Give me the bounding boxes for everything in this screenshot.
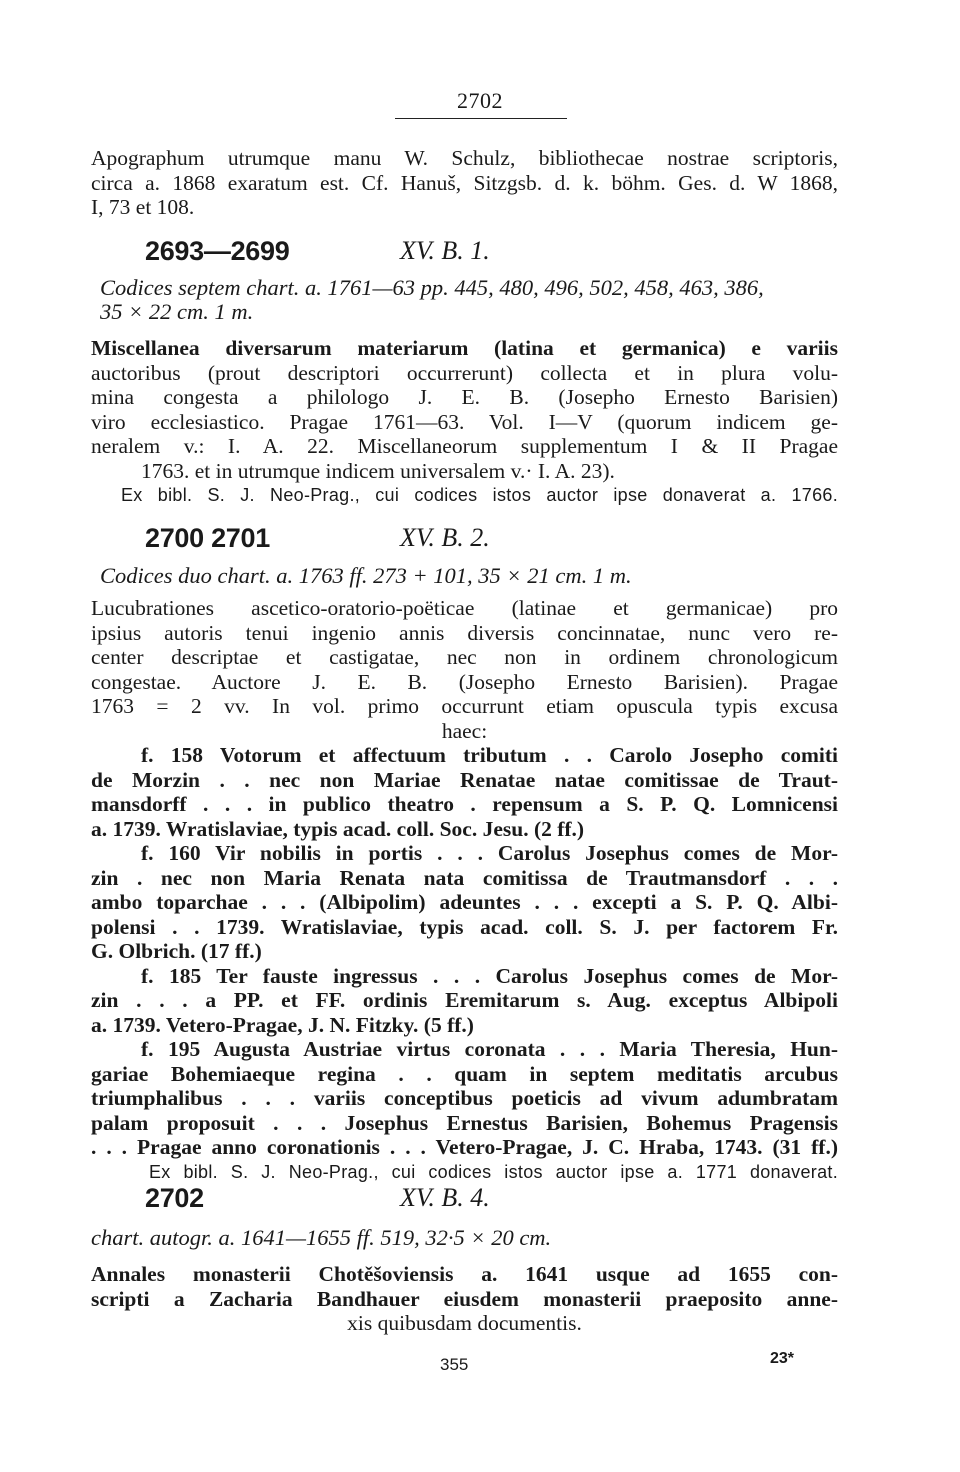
body-line: auctoribus (prout descriptori occurrerunt) collecta et in plura volu-	[91, 360, 838, 385]
item-line: zin . . . a PP. et FF. ordinis Eremitarum s. Aug. exceptus Albipoli	[91, 988, 838, 1012]
item-line: triumphalibus . . . variis conceptibus poeticis ad vivum adumbratam	[91, 1086, 838, 1110]
entry-heading	[145, 236, 490, 272]
entry-number: 2693—2699	[145, 236, 290, 266]
intro-line: Apographum utrumque manu W. Schulz, bibliothecae nostrae scriptoris,	[91, 146, 838, 170]
intro-paragraph	[91, 146, 838, 220]
item-line: G. Olbrich. (17 ff.)	[91, 939, 262, 963]
body-line: scripti a Zacharia Bandhauer eiusdem monasterii praeposito anne-	[91, 1286, 838, 1311]
shelfmark: XV. B. 2.	[400, 523, 490, 552]
item-line: polensi . . 1739. Wratislaviae, typis acad. coll. S. J. per factorem Fr.	[91, 914, 838, 939]
description-line: Codices duo chart. a. 1763 ff. 273 + 101, 35 × 21 cm. 1 m.	[100, 563, 632, 588]
item-line: mansdorff . . . in publico theatro . repensum a S. P. Q. Lomnicensi	[91, 792, 838, 816]
shelfmark: XV. B. 4.	[400, 1183, 490, 1212]
item-line: palam proposuit . . . Josephus Ernestus Barisien, Bohemus Pragensis	[91, 1110, 838, 1135]
item-line: de Morzin . . nec non Mariae Renatae natae comitissae de Traut-	[91, 767, 838, 792]
body-line: xis quibusdam documentis.	[347, 1311, 582, 1335]
body-line: viro ecclesiastico. Pragae 1761—63. Vol. I—V (quorum indicem ge-	[91, 409, 838, 434]
intro-line: I, 73 et 108.	[91, 195, 195, 219]
description-line: Codices septem chart. a. 1761—63 pp. 445, 480, 496, 502, 458, 463, 386,	[100, 275, 764, 300]
description-line: 35 × 22 cm. 1 m.	[100, 299, 254, 324]
item-line: zin . nec non Maria Renata nata comitissa de Trautmansdorf . . .	[91, 865, 838, 890]
body-line: haec:	[441, 718, 488, 743]
item-line: . . . Pragae anno coronationis . . . Vetero-Pragae, J. C. Hraba, 1743. (31 ff.)	[91, 1135, 838, 1159]
body-line: neralem v.: I. A. 22. Miscellaneorum supplementum I & II Pragae	[91, 434, 838, 458]
entry-body	[91, 336, 838, 508]
body-line: 1763 = 2 vv. In vol. primo occurrunt etiam opuscula typis excusa	[91, 694, 838, 718]
shelfmark: XV. B. 1.	[400, 236, 490, 265]
header-rule	[395, 118, 567, 119]
page-number: 355	[440, 1355, 469, 1374]
description-line: chart. autogr. a. 1641—1655 ff. 519, 32·5 × 20 cm.	[91, 1225, 552, 1250]
body-line: mina congesta a philologo J. E. B. (Josepho Ernesto Barisien)	[91, 385, 838, 409]
item-line: f. 195 Augusta Austriae virtus coronata . . . Maria Theresia, Hun-	[141, 1037, 838, 1061]
item-line: a. 1739. Wratislaviae, typis acad. coll. Soc. Jesu. (2 ff.)	[91, 816, 585, 841]
entry-body	[91, 596, 838, 1184]
entry-description	[91, 1226, 551, 1250]
entry-body	[91, 1262, 838, 1336]
entry-description	[100, 564, 632, 588]
running-head: 2702	[457, 88, 503, 113]
item-line: f. 158 Votorum et affectuum tributum . . Carolo Josepho comiti	[141, 743, 838, 767]
item-line: gariae Bohemiaeque regina . . quam in septem meditatis arcubus	[91, 1061, 838, 1086]
body-line: 1763. et in utrumque indicem universalem v.· I. A. 23).	[141, 458, 615, 483]
body-line: congestae. Auctore J. E. B. (Josepho Ernesto Barisien). Pragae	[91, 669, 838, 694]
entry-number: 2700 2701	[145, 523, 270, 553]
entry-number: 2702	[145, 1183, 204, 1213]
signature-mark: 23*	[770, 1350, 795, 1367]
item-line: a. 1739. Vetero-Pragae, J. N. Fitzky. (5 ff.)	[91, 1012, 474, 1037]
provenance-note: Ex bibl. S. J. Neo-Prag., cui codices istos auctor ipse a. 1771 donaverat.	[149, 1161, 838, 1182]
entry-heading	[145, 1183, 490, 1219]
body-line: center descriptae et castigatae, nec non in ordinem chronologicum	[91, 645, 838, 669]
item-line: f. 160 Vir nobilis in portis . . . Carolus Josephus comes de Mor-	[141, 841, 838, 865]
provenance-note: Ex bibl. S. J. Neo-Prag., cui codices istos auctor ipse donaverat a. 1766.	[121, 485, 838, 505]
body-line: Annales monasterii Chotěšoviensis a. 1641 usque ad 1655 con-	[91, 1262, 838, 1286]
body-line: ipsius autoris tenui ingenio annis diversis concinnatae, nunc vero re-	[91, 620, 838, 645]
entry-description	[100, 276, 764, 324]
body-line: Miscellanea diversarum materiarum (latina et germanica) e variis	[91, 336, 838, 360]
item-line: ambo toparchae . . . (Albipolim) adeuntes . . . excepti a S. P. Q. Albi-	[91, 890, 838, 914]
intro-line: circa a. 1868 exaratum est. Cf. Hanuš, Sitzgsb. d. k. böhm. Ges. d. W 1868,	[91, 170, 838, 195]
body-line: Lucubrationes ascetico-oratorio-poëticae (latinae et germanicae) pro	[91, 596, 838, 620]
entry-heading	[145, 523, 490, 559]
item-line: f. 185 Ter fauste ingressus . . . Carolus Josephus comes de Mor-	[141, 963, 838, 988]
